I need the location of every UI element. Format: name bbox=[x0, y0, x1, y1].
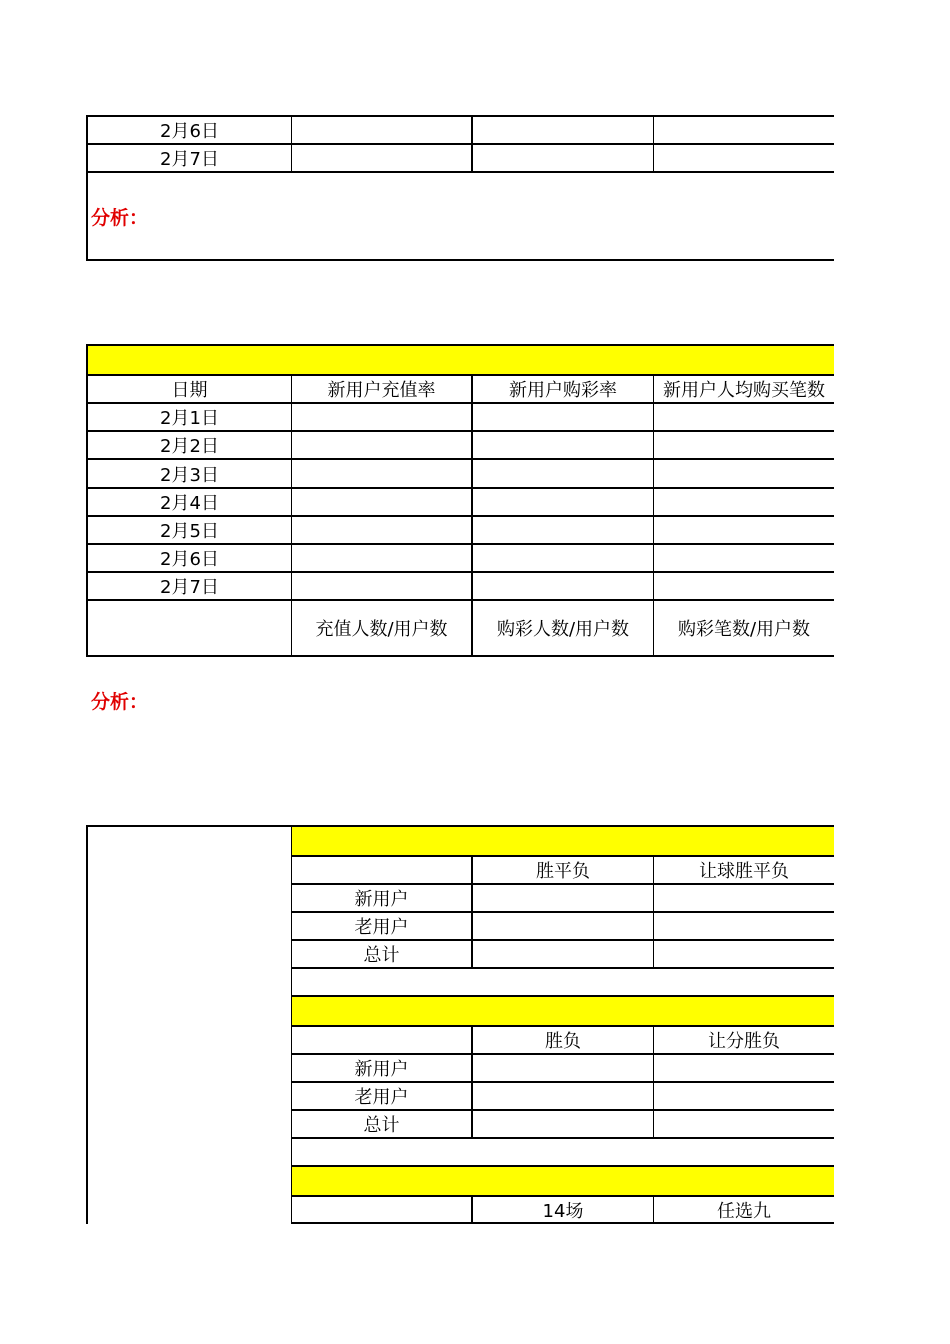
section2-date-cell: 2月6日 bbox=[160, 549, 219, 570]
blockC-header-pick-nine: 任选九 bbox=[717, 1200, 771, 1222]
blockA-header-wdl: 胜平负 bbox=[536, 861, 590, 882]
blockB-title-bar bbox=[292, 996, 834, 1025]
blockA-row-label: 总计 bbox=[363, 945, 400, 966]
blockB-header-wl: 胜负 bbox=[545, 1031, 581, 1052]
blockB-row-label: 新用户 bbox=[354, 1059, 409, 1080]
section2-date-cell: 2月1日 bbox=[160, 408, 219, 429]
blockA-title-bar bbox=[292, 826, 834, 855]
blockA-header-handicap-wdl: 让球胜平负 bbox=[699, 861, 789, 882]
section2-analysis-label: 分析： bbox=[91, 691, 149, 713]
section2-date-cell: 2月4日 bbox=[160, 493, 219, 514]
blockB-row-label: 老用户 bbox=[354, 1087, 409, 1108]
section1-date-cell: 2月7日 bbox=[160, 149, 219, 170]
blockB-header-handicap-wl: 让分胜负 bbox=[708, 1031, 780, 1052]
formula-purchase: 购彩人数/用户数 bbox=[496, 619, 630, 640]
header-new-user-purchase-rate: 新用户购彩率 bbox=[509, 380, 617, 401]
header-new-user-avg-orders: 新用户人均购买笔数 bbox=[663, 380, 825, 401]
blockC-title-bar bbox=[292, 1166, 834, 1195]
blockA-row-label: 老用户 bbox=[354, 917, 409, 938]
section2-title-bar bbox=[87, 345, 834, 374]
section2-date-cell: 2月3日 bbox=[160, 464, 219, 486]
section1-analysis-label: 分析： bbox=[91, 207, 149, 229]
section2-date-cell: 2月7日 bbox=[160, 577, 219, 598]
section1-date-cell: 2月6日 bbox=[160, 121, 219, 142]
formula-orders: 购彩笔数/用户数 bbox=[677, 619, 811, 640]
header-new-user-recharge-rate: 新用户充值率 bbox=[327, 380, 436, 401]
blockA-row-label: 新用户 bbox=[354, 889, 409, 910]
formula-recharge: 充值人数/用户数 bbox=[315, 619, 448, 640]
header-date: 日期 bbox=[171, 380, 208, 401]
section2-date-cell: 2月5日 bbox=[160, 521, 219, 542]
blockB-row-label: 总计 bbox=[363, 1115, 400, 1136]
section2-date-cell: 2月2日 bbox=[160, 436, 219, 457]
blockC-header-14-matches: 14场 bbox=[542, 1200, 584, 1222]
